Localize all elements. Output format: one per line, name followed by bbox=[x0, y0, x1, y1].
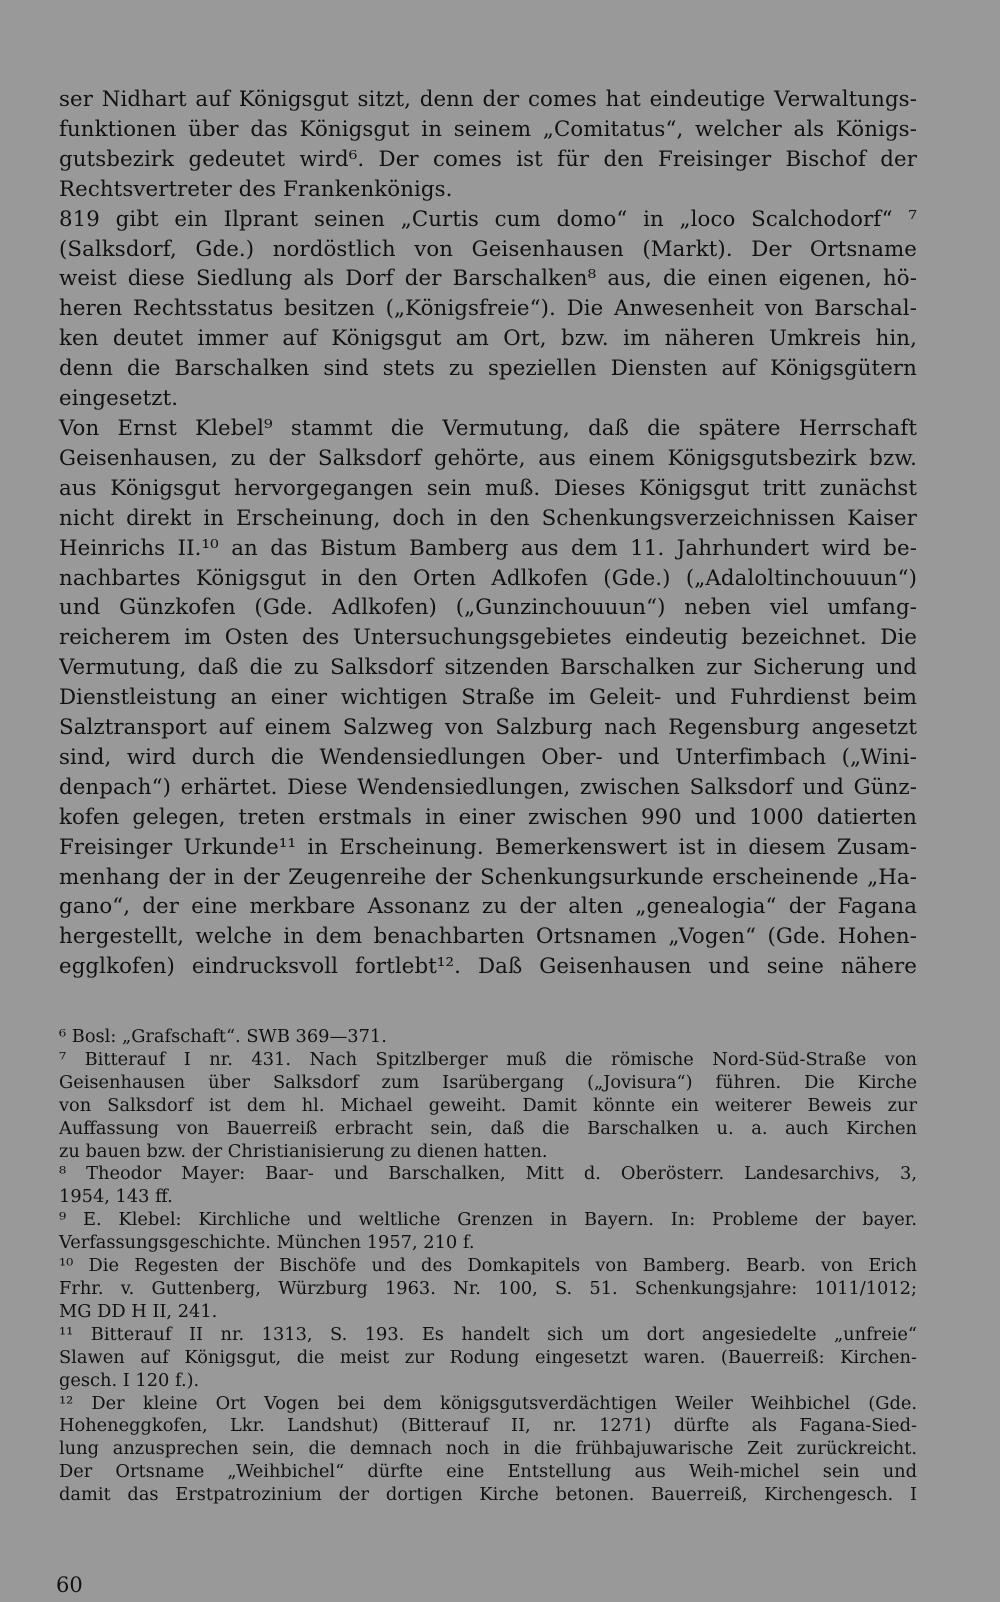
footnote-line: ¹⁰ Die Regesten der Bischöfe und des Domkapitels von Bamberg. Bearb. von Erich bbox=[59, 1255, 917, 1277]
footnote-line: ⁶ Bosl: „Grafschaft“. SWB 369—371. bbox=[59, 1026, 387, 1047]
footnote-line: Frhr. v. Guttenberg, Würzburg 1963. Nr. 100, S. 51. Schenkungsjahre: 1011/1012; bbox=[59, 1277, 917, 1299]
text-line: Rechtsvertreter des Frankenkönigs. bbox=[59, 176, 453, 202]
footnote-line: Slawen auf Königsgut, die meist zur Rodung eingesetzt waren. (Bauerreiß: Kirchen- bbox=[59, 1346, 917, 1368]
footnote-line: Auffassung von Bauerreiß erbracht sein, daß die Barschalken u. a. auch Kirchen bbox=[59, 1117, 917, 1139]
footnote-line: Verfassungsgeschichte. München 1957, 210 f. bbox=[59, 1232, 475, 1254]
footnote-line: ⁹ E. Klebel: Kirchliche und weltliche Grenzen in Bayern. In: Probleme der bayer. bbox=[59, 1209, 917, 1231]
footnote-line: ¹¹ Bitterauf II nr. 1313, S. 193. Es handelt sich um dort angesiedelte „unfreie“ bbox=[59, 1323, 917, 1345]
footnote-line: ¹² Der kleine Ort Vogen bei dem königsgutsverdächtigen Weiler Weihbichel (Gde. bbox=[59, 1392, 917, 1414]
text-line: funktionen über das Königsgut in seinem „Comitatus“, welcher als Königs- bbox=[59, 116, 917, 142]
text-line: Heinrichs II.¹⁰ an das Bistum Bamberg aus dem 11. Jahrhundert wird be- bbox=[59, 535, 917, 561]
footnote-line: MG DD H II, 241. bbox=[59, 1300, 218, 1322]
text-line: und Günzkofen (Gde. Adlkofen) („Gunzinchouuun“) neben viel umfang- bbox=[59, 595, 917, 621]
text-line: heren Rechtsstatus besitzen („Königsfreie“). Die Anwesenheit von Barschal- bbox=[59, 296, 917, 322]
footnote-line: Der Ortsname „Weihbichel“ dürfte eine Entstellung aus Weih-michel sein und bbox=[59, 1461, 917, 1483]
text-line: weist diese Siedlung als Dorf der Barschalken⁸ aus, die einen eigenen, hö- bbox=[59, 266, 917, 292]
footnote-line: damit das Erstpatrozinium der dortigen Kirche betonen. Bauerreiß, Kirchengesch. I bbox=[59, 1484, 917, 1506]
footnote-line: 1954, 143 ff. bbox=[59, 1186, 173, 1208]
text-line: ser Nidhart auf Königsgut sitzt, denn der comes hat eindeutige Verwaltungs- bbox=[59, 87, 917, 112]
footnote-line: zu bauen bzw. der Christianisierung zu dienen hatten. bbox=[59, 1140, 548, 1162]
footnotes bbox=[59, 1026, 917, 1507]
page-number: 60 bbox=[56, 1573, 83, 1597]
footnote-line: Hoheneggkofen, Lkr. Landshut) (Bitterauf II, nr. 1271) dürfte als Fagana-Sied- bbox=[59, 1415, 917, 1437]
footnote-line: von Salksdorf ist dem hl. Michael geweiht. Damit könnte ein weiterer Beweis zur bbox=[59, 1094, 917, 1116]
footnote-line: ⁷ Bitterauf I nr. 431. Nach Spitzlberger muß die römische Nord-Süd-Straße von bbox=[59, 1048, 917, 1070]
text-line: reicherem im Osten des Untersuchungsgebietes eindeutig bezeichnet. Die bbox=[59, 625, 917, 651]
body-text bbox=[59, 85, 917, 982]
text-line: Vermutung, daß die zu Salksdorf sitzenden Barschalken zur Sicherung und bbox=[59, 655, 917, 681]
text-line: eingesetzt. bbox=[59, 386, 179, 412]
text-line: Salztransport auf einem Salzweg von Salzburg nach Regensburg angesetzt bbox=[59, 715, 917, 741]
text-line: denn die Barschalken sind stets zu speziellen Diensten auf Königsgütern bbox=[59, 356, 917, 382]
text-line: gano“, der eine merkbare Assonanz zu der alten „genealogia“ der Fagana bbox=[59, 894, 917, 920]
text-line: Geisenhausen, zu der Salksdorf gehörte, aus einem Königsgutsbezirk bzw. bbox=[59, 445, 917, 471]
text-line: gutsbezirk gedeutet wird⁶. Der comes ist für den Freisinger Bischof der bbox=[59, 146, 917, 172]
text-line: aus Königsgut hervorgegangen sein muß. Dieses Königsgut tritt zunächst bbox=[59, 475, 917, 501]
text-line: nachbartes Königsgut in den Orten Adlkofen (Gde.) („Adaloltinchouuun“) bbox=[59, 565, 917, 591]
text-line: denpach“) erhärtet. Diese Wendensiedlungen, zwischen Salksdorf und Günz- bbox=[59, 774, 917, 800]
text-line: kofen gelegen, treten erstmals in einer zwischen 990 und 1000 datierten bbox=[59, 804, 917, 830]
footnote-line: lung anzusprechen sein, die demnach noch in die frühbajuwarische Zeit zurückreicht. bbox=[59, 1438, 917, 1460]
text-line: hergestellt, welche in dem benachbarten Ortsnamen „Vogen“ (Gde. Hohen- bbox=[59, 924, 917, 950]
footnote-line: ⁸ Theodor Mayer: Baar- und Barschalken, Mitt d. Oberösterr. Landesarchivs, 3, bbox=[59, 1163, 917, 1185]
text-line: 819 gibt ein Ilprant seinen „Curtis cum domo“ in „loco Scalchodorf“ ⁷ bbox=[59, 206, 917, 232]
text-line: menhang der in der Zeugenreihe der Schenkungsurkunde erscheinende „Ha- bbox=[59, 864, 917, 890]
text-line: sind, wird durch die Wendensiedlungen Ober- und Unterfimbach („Wini- bbox=[59, 744, 917, 770]
text-line: nicht direkt in Erscheinung, doch in den Schenkungsverzeichnissen Kaiser bbox=[59, 505, 917, 531]
footnote-line: gesch. I 120 f.). bbox=[59, 1369, 200, 1391]
text-line: Von Ernst Klebel⁹ stammt die Vermutung, daß die spätere Herrschaft bbox=[59, 415, 917, 441]
text-line: Freisinger Urkunde¹¹ in Erscheinung. Bemerkenswert ist in diesem Zusam- bbox=[59, 834, 917, 860]
text-line: ken deutet immer auf Königsgut am Ort, bzw. im näheren Umkreis hin, bbox=[59, 326, 917, 352]
footnote-line: Geisenhausen über Salksdorf zum Isarübergang („Jovisura“) führen. Die Kirche bbox=[59, 1071, 917, 1093]
text-line: (Salksdorf, Gde.) nordöstlich von Geisenhausen (Markt). Der Ortsname bbox=[59, 236, 917, 262]
text-line: egglkofen) eindrucksvoll fortlebt¹². Daß Geisenhausen und seine nähere bbox=[59, 954, 917, 980]
text-line: Dienstleistung an einer wichtigen Straße im Geleit- und Fuhrdienst beim bbox=[59, 685, 917, 711]
